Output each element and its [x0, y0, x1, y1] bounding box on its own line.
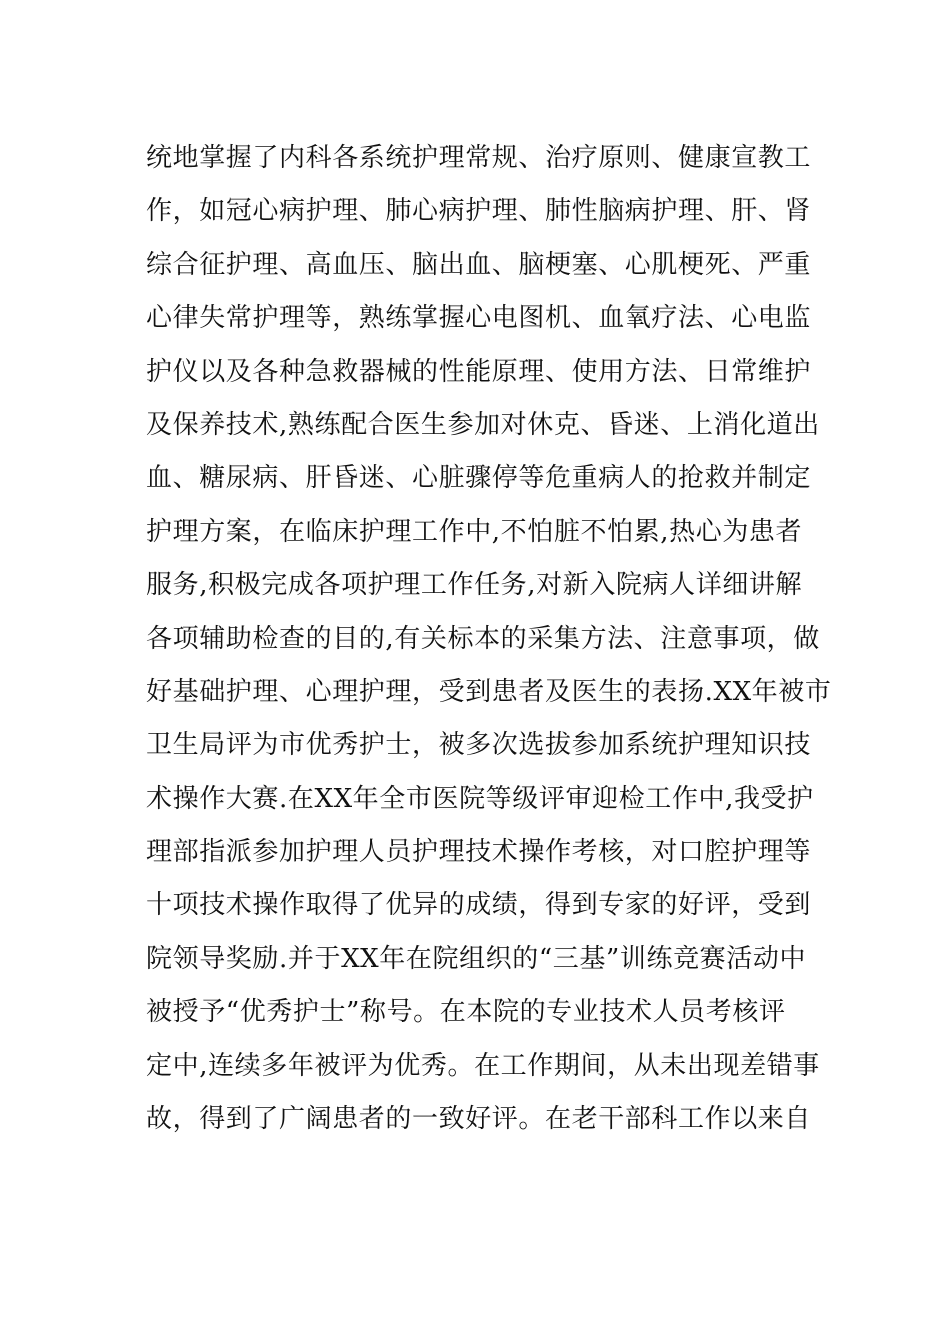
text-line: 术操作大赛.在XX年全市医院等级评审迎检工作中,我受护 [146, 783, 814, 814]
text-line: 统地掌握了内科各系统护理常规、治疗原则、健康宣教工 [146, 143, 812, 173]
text-line: 护理方案，在临床护理工作中,不怕脏不怕累,热心为患者 [146, 516, 803, 547]
text-line: 定中,连续多年被评为优秀。在工作期间，从未出现差错事 [146, 1050, 820, 1081]
text-line: 及保养技术,熟练配合医生参加对休克、昏迷、上消化道出 [146, 409, 820, 440]
text-line: 各项辅助检查的目的,有关标本的采集方法、注意事项，做 [146, 623, 820, 654]
text-line: 服务,积极完成各项护理工作任务,对新入院病人详细讲解 [146, 570, 803, 601]
text-line: 卫生局评为市优秀护士，被多次选拔参加系统护理知识技 [146, 730, 812, 761]
body-text [146, 138, 832, 1152]
text-line: 综合征护理、高血压、脑出血、脑梗塞、心肌梗死、严重 [146, 249, 812, 280]
text-line: 故，得到了广阔患者的一致好评。在老干部科工作以来自 [146, 1104, 812, 1135]
text-line: 院领导奖励.并于XX年在院组织的“三基”训练竞赛活动中 [146, 943, 807, 974]
text-line: 作，如冠心病护理、肺心病护理、肺性脑病护理、肝、肾 [146, 196, 812, 227]
text-line: 好基础护理、心理护理，受到患者及医生的表扬.XX年被市 [146, 676, 832, 707]
text-line: 被授予“优秀护士”称号。在本院的专业技术人员考核评 [146, 997, 786, 1028]
text-line: 血、糖尿病、肝昏迷、心脏骤停等危重病人的抢救并制定 [146, 463, 812, 494]
text-line: 理部指派参加护理人员护理技术操作考核，对口腔护理等 [146, 837, 812, 868]
text-line: 护仪以及各种急救器械的性能原理、使用方法、日常维护 [146, 356, 812, 387]
text-line: 心律失常护理等，熟练掌握心电图机、血氧疗法、心电监 [146, 303, 812, 334]
text-line: 十项技术操作取得了优异的成绩，得到专家的好评，受到 [146, 890, 812, 921]
